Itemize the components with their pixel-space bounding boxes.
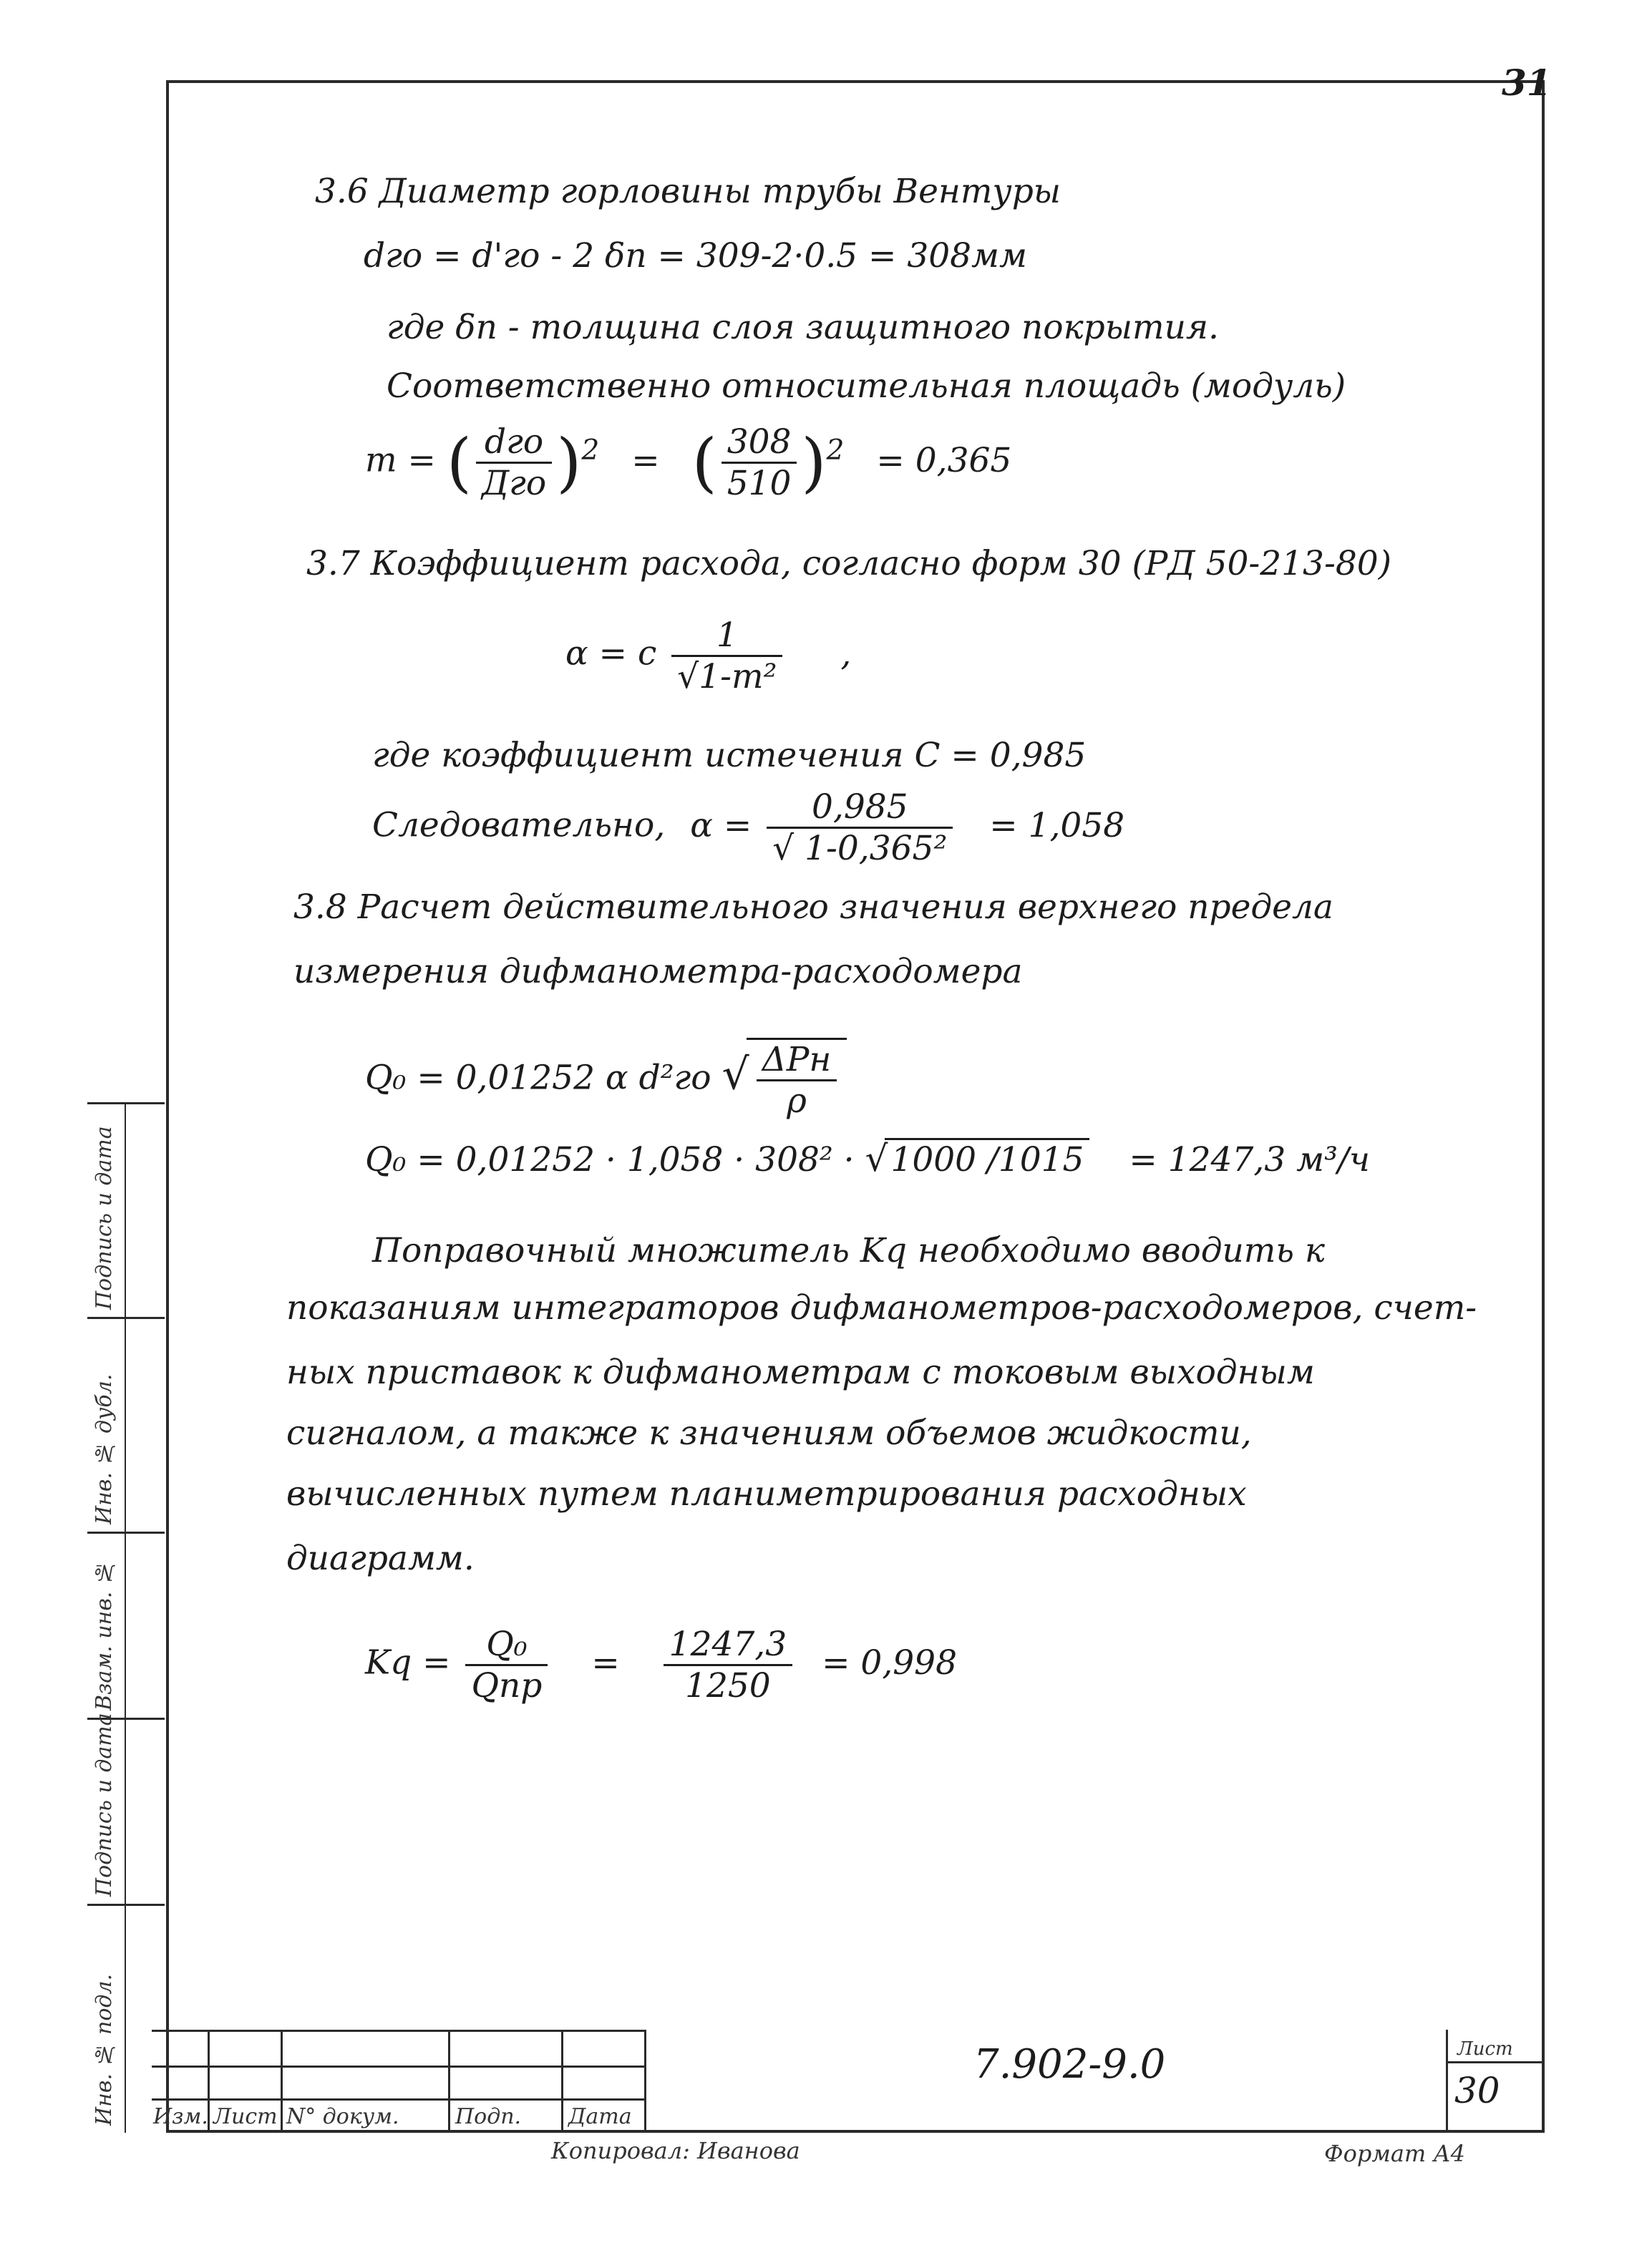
- flow-calc-lhs: Q₀ = 0,01252 · 1,058 · 308² ·: [365, 1140, 855, 1179]
- alpha-fraction: [671, 616, 782, 696]
- modulus-fraction-2: [721, 422, 797, 503]
- alpha2-num: 0,985: [767, 787, 953, 829]
- title-header-sign: Подп.: [455, 2104, 522, 2129]
- modulus-num-1: dго: [476, 422, 552, 464]
- title-header-izm: Изм.: [153, 2104, 208, 2129]
- modulus-equals: =: [631, 440, 660, 480]
- kq-fraction-2: [664, 1625, 792, 1706]
- title-header-doc: N° докум.: [286, 2104, 399, 2129]
- section-3-8-heading-line-1: 3.8 Расчет действительного значения верхнего предела: [293, 887, 1333, 927]
- title-header-date: Дата: [568, 2104, 632, 2129]
- therefore-label: Следовательно,: [372, 805, 666, 845]
- modulus-fraction-1: [476, 422, 552, 503]
- flow-sqrt-den: ρ: [787, 1081, 807, 1121]
- alpha2-lhs: α =: [690, 805, 752, 845]
- square-1: 2: [581, 434, 600, 467]
- side-stamp-label-2: Подпись и дата: [92, 1713, 117, 1897]
- alpha-calculation: [372, 787, 1124, 868]
- side-stamp-label-4: Инв. № дубл.: [92, 1373, 117, 1524]
- modulus-result: = 0,365: [876, 440, 1012, 480]
- flow-sqrt-num: ΔPн: [757, 1040, 837, 1081]
- section-3-6-heading: 3.6 Диаметр горловины трубы Вентуры: [315, 172, 1061, 211]
- modulus-equation: m = ( $\frac{\text{dго}}{\text{Дго}}$ )$^2$ = ( $\frac{308}{510}$ )$^2$ = 0,365: [365, 422, 1012, 503]
- side-stamp-label-3: Взам. инв. №: [92, 1560, 117, 1711]
- alpha-comma: ,: [840, 633, 852, 673]
- alpha2-den: √ 1-0,365²: [772, 829, 948, 868]
- alpha-lhs: α = с: [565, 633, 657, 673]
- alpha-num: 1: [671, 616, 782, 657]
- sheet-label: Лист: [1457, 2038, 1513, 2060]
- top-page-number: 31: [1502, 62, 1552, 104]
- paragraph-line-1: Поправочный множитель Kq необходимо вводить к: [372, 1231, 1325, 1270]
- alpha2-fraction: [767, 787, 953, 868]
- modulus-num-2: 308: [721, 422, 797, 464]
- side-stamp: [87, 1102, 168, 2133]
- kq-result: = 0,998: [822, 1643, 957, 1683]
- kq-num-2: 1247,3: [664, 1625, 792, 1666]
- flow-sqrt-fraction: [757, 1040, 837, 1121]
- kq-fraction-1: [465, 1625, 548, 1706]
- modulus-lhs: m =: [365, 440, 436, 480]
- flow-formula-lhs: Q₀ = 0,01252 α d²го: [365, 1058, 711, 1098]
- discharge-coefficient-formula: [565, 616, 851, 696]
- flow-calculation: Q₀ = 0,01252 · 1,058 · 308² · √1000 /1015 = 1247,3 м³/ч: [365, 1138, 1371, 1179]
- flow-calc-result: = 1247,3 м³/ч: [1129, 1140, 1371, 1179]
- square-2: 2: [826, 434, 845, 467]
- alpha2-result: = 1,058: [989, 805, 1125, 845]
- relative-area-intro: Соответственно относительная площадь (модуль): [387, 366, 1346, 406]
- throat-diameter-equation: dго = d'го - 2 δп = 309-2·0.5 = 308мм: [364, 236, 1027, 276]
- coating-definition: где δп - толщина слоя защитного покрытия.: [387, 308, 1219, 347]
- modulus-den-1: Дго: [481, 464, 547, 503]
- flow-calc-sqrt: 1000 /1015: [885, 1138, 1089, 1179]
- side-stamp-label-5: Подпись и дата: [92, 1126, 117, 1310]
- kq-num-1: Q₀: [465, 1625, 548, 1666]
- kq-formula: [365, 1625, 957, 1706]
- paragraph-line-5: вычисленных путем планиметрирования расходных: [286, 1474, 1247, 1514]
- paragraph-line-2: показаниям интеграторов дифманометров-расходомеров, счет-: [286, 1288, 1477, 1328]
- kq-equals: =: [591, 1643, 620, 1683]
- section-3-7-heading: 3.7 Коэффициент расхода, согласно форм 30 (РД 50-213-80): [306, 544, 1391, 583]
- outflow-coefficient-note: где коэффициент истечения С = 0,985: [372, 736, 1087, 775]
- flow-formula: Q₀ = 0,01252 α d²го √ $\frac{\text{ΔPн}}{\rho}$: [365, 1038, 847, 1121]
- paragraph-line-6: диаграмм.: [286, 1539, 475, 1578]
- format-label: Формат А4: [1324, 2140, 1466, 2167]
- kq-den-2: 1250: [685, 1666, 771, 1706]
- document-code: 7.902-9.0: [973, 2041, 1166, 2088]
- modulus-den-2: 510: [727, 464, 792, 503]
- alpha-den: √1-m²: [677, 657, 777, 696]
- paragraph-line-4: сигналом, а также к значениям объемов жидкости,: [286, 1414, 1252, 1453]
- kq-den-1: Qпр: [471, 1666, 543, 1706]
- side-stamp-label-1: Инв. № подл.: [92, 1973, 117, 2126]
- title-header-list: Лист: [213, 2104, 278, 2129]
- paragraph-line-3: ных приставок к дифманометрам с токовым выходным: [286, 1353, 1315, 1392]
- copied-by-label: Копировал: Иванова: [551, 2137, 800, 2164]
- kq-lhs: Kq =: [365, 1643, 451, 1683]
- section-3-8-heading-line-2: измерения дифманометра-расходомера: [293, 952, 1023, 991]
- sheet-number: 30: [1454, 2070, 1500, 2111]
